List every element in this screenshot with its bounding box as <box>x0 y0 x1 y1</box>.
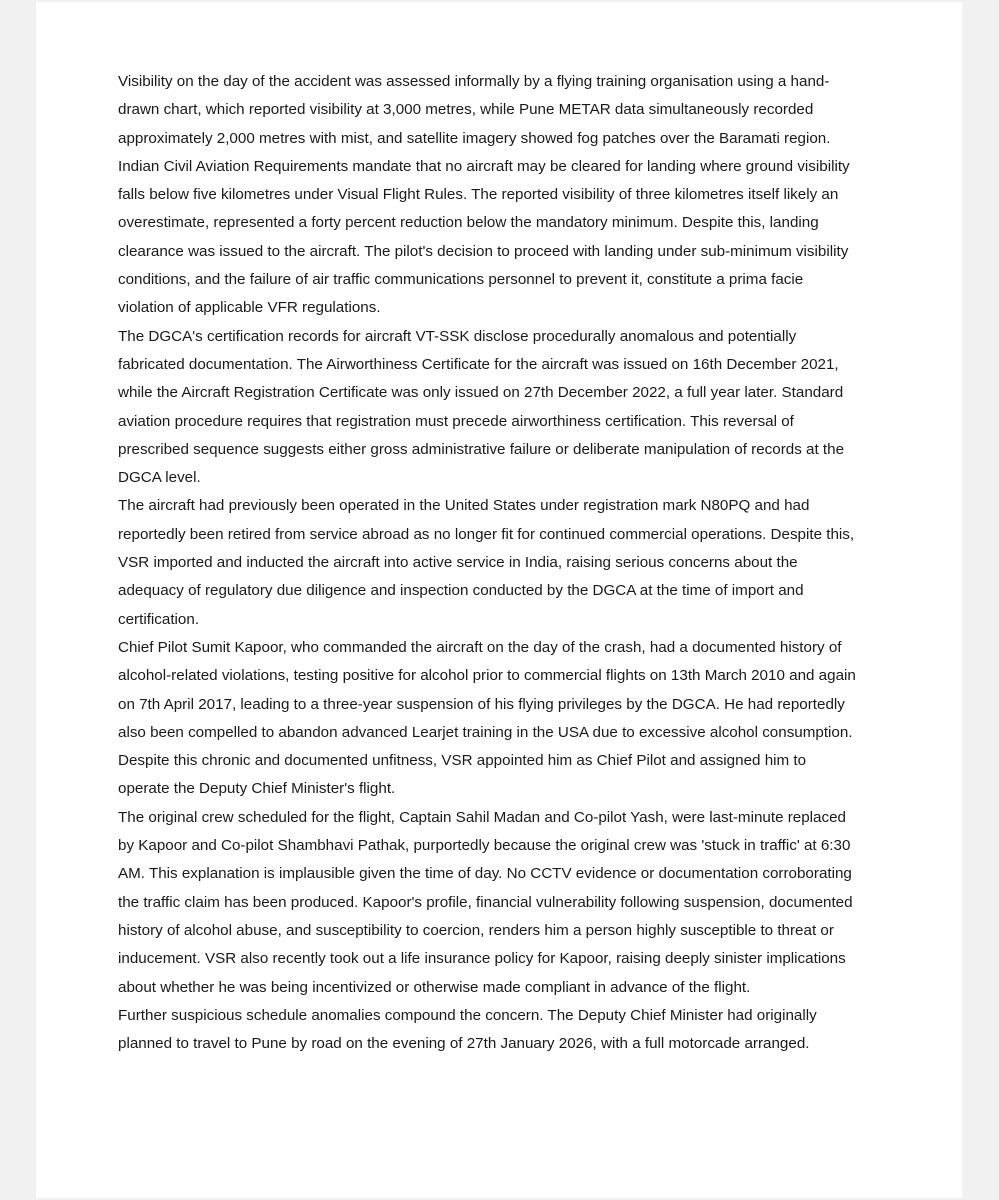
paragraph-visibility-assessment: Visibility on the day of the accident was assessed informally by a flying training organisation using a hand-drawn chart, which reported visibility at 3,000 metres, while Pune METAR data simultaneously recorded approximately 2,000 metres with mist, and satellite imagery showed fog patches over the Baramati region. <box>118 73 831 147</box>
paragraph-vfr-violation: Indian Civil Aviation Requirements mandate that no aircraft may be cleared for landing where ground visibility falls below five kilometres under Visual Flight Rules. The reported visibility of three kilometres itself likely an overestimate, represented a forty percent reduction below the mandatory minimum. Despite this, landing clearance was issued to the aircraft. The pilot's decision to proceed with landing under sub-minimum visibility conditions, and the failure of air traffic communications personnel to prevent it, constitute a prima facie violation of applicable VFR regulations. <box>118 157 850 317</box>
paragraph-certification-records: The DGCA's certification records for aircraft VT-SSK disclose procedurally anomalous and potentially fabricated documentation. The Airworthiness Certificate for the aircraft was issued on 16th December 2021, while the Aircraft Registration Certificate was only issued on 27th December 2022, a full year later. Standard aviation procedure requires that registration must precede airworthiness certification. This reversal of prescribed sequence suggests either gross administrative failure or deliberate manipulation of records at the DGCA level. <box>118 327 845 487</box>
document-page <box>36 2 962 1198</box>
paragraph-aircraft-history: The aircraft had previously been operated in the United States under registration mark N80PQ and had reportedly been retired from service abroad as no longer fit for continued commercial operations. Despite this, VSR imported and inducted the aircraft into active service in India, raising serious concerns about the adequacy of regulatory due diligence and inspection conducted by the DGCA at the time of import and certification. <box>118 497 855 628</box>
document-body <box>118 68 858 1058</box>
paragraph-chief-pilot: Chief Pilot Sumit Kapoor, who commanded the aircraft on the day of the crash, had a documented history of alcohol-related violations, testing positive for alcohol prior to commercial flights on 13th March 2010 and again on 7th April 2017, leading to a three-year suspension of his flying privileges by the DGCA. He had reportedly also been compelled to abandon advanced Learjet training in the USA due to excessive alcohol consumption. Despite this chronic and documented unfitness, VSR appointed him as Chief Pilot and assigned him to operate the Deputy Chief Minister's flight. <box>118 638 856 798</box>
paragraph-schedule-anomalies: Further suspicious schedule anomalies compound the concern. The Deputy Chief Minister had originally planned to travel to Pune by road on the evening of 27th January 2026, with a full motorcade arranged. <box>118 1006 817 1053</box>
paragraph-crew-replacement: The original crew scheduled for the flight, Captain Sahil Madan and Co-pilot Yash, were last-minute replaced by Kapoor and Co-pilot Shambhavi Pathak, purportedly because the original crew was 'stuck in traffic' at 6:30 AM. This explanation is implausible given the time of day. No CCTV evidence or documentation corroborating the traffic claim has been produced. Kapoor's profile, financial vulnerability following suspension, documented history of alcohol abuse, and susceptibility to coercion, renders him a person highly susceptible to threat or inducement. VSR also recently took out a life insurance policy for Kapoor, raising deeply sinister implications about whether he was being incentivized or otherwise made compliant in advance of the flight. <box>118 808 853 996</box>
